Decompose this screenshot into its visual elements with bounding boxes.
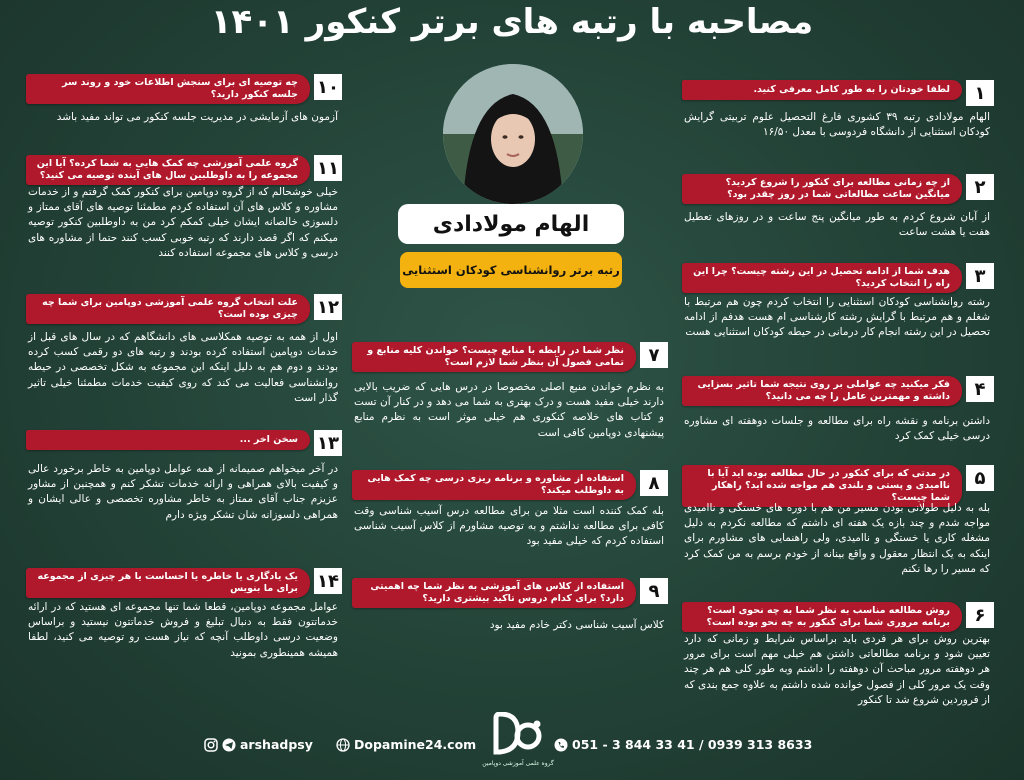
question-number: ۱۴ — [314, 568, 342, 594]
answer-text: الهام مولادادی رتبه ۳۹ کشوری فارغ التحصیل علوم تربیتی گرایش کودکان استثنایی از دانشگاه فردوسی با معدل ۱۶/۵۰ — [684, 111, 991, 139]
question-label: هدف شما از ادامه تحصیل در این رشته چیست؟ چرا این راه را انتخاب کردید؟ — [682, 263, 962, 293]
answer-text: در آخر میخواهم صمیمانه از همه عوامل دوپامین به خاطر برخورد عالی و کیفیت بالای همراهی و ارائه خدمات تشکر کنم و همچنین از مشاور عزیزم جناب آقای ممتاز به خاطر مشاوره تخصصی و عالی ایشان و همراهی دلسوزانه شان تشکر ویژه دارم — [28, 463, 338, 521]
question-number: ۵ — [966, 465, 994, 491]
telegram-icon — [222, 738, 236, 752]
globe-icon — [336, 738, 350, 752]
question-number: ۶ — [966, 602, 994, 628]
question-number: ۷ — [640, 342, 668, 368]
question-label: در مدتی که برای کنکور در حال مطالعه بوده اید آیا با ناامیدی و پستی و بلندی هم مواجه شده اید؟ راهکار شما چیست؟ — [682, 465, 962, 507]
question-number: ۱۲ — [314, 294, 342, 320]
question-label: استفاده از کلاس های آموزشی به نظر شما چه اهمیتی دارد؟ برای کدام دروس تاکید بیشتری دارید؟ — [352, 578, 636, 608]
website-link[interactable] — [336, 737, 476, 752]
question-label: گروه علمی آموزشی چه کمک هایی به شما کرده؟ آیا این مجموعه را به داوطلبین سال های آینده توصیه می کنید؟ — [26, 155, 310, 185]
question-label: علت انتخاب گروه علمی آموزشی دوپامین برای شما چه چیزی بوده است؟ — [26, 294, 310, 324]
answer-text: بله به دلیل طولانی بودن مسیر من هم با دوره های خستگی و ناامیدی مواجه شدم و چند بازه یک هفته ای داشتم که مطالعه نکردم به دلیل مشغله کاری یا خستگی و ناامیدی، ولی راهنمایی های مشاورم برای اینکه به یک انتظار معقول و واقع بینانه از خودم برسم به من کمک کرد که مسیر را رها نکنم — [684, 502, 990, 575]
answer-text: رشته روانشناسی کودکان استثنایی را انتخاب کردم چون هم مرتبط با شغلم و هم مرتبط با گرایش رشته کارشناسی ام هست هدفم از ادامه تحصیل در این رشته انجام کار درمانی در حیطه کودکان استثنایی هست — [684, 296, 990, 339]
answer-text: بله کمک کننده است مثلا من برای مطالعه درس آسیب شناسی وقت کافی برای مطالعه نداشتم و به توصیه مشاورم از کلاس آسیب شناسی استفاده کردم که خیلی مفید بود — [354, 505, 664, 548]
answer-text: از آبان شروع کردم به طور میانگین پنج ساعت و در روزهای تعطیل هفت یا هشت ساعت — [684, 211, 990, 239]
dopamine-logo — [488, 712, 548, 758]
portrait-illustration — [443, 64, 583, 204]
question-label: سخن اخر ... — [26, 430, 310, 450]
question-number: ۱۱ — [314, 155, 342, 181]
instagram-handle-text: arshadpsy — [240, 737, 313, 752]
answer-text: اول از همه به توصیه همکلاسی های دانشگاهم که در سال های قبل از خدمات دوپامین استفاده کرده بودند و رتبه های دو رقمی کسب کرده بودند و دوم هم به دلیل اینکه این مجموعه به شکل تخصصی در حیطه روانشناسی فعالیت می کند که روی کیفیت خدمات مطمئنا خیلی تاثیر گذار است — [28, 331, 338, 404]
phone-icon — [554, 738, 568, 752]
question-label: لطفا خودتان را به طور کامل معرفی کنید. — [682, 80, 962, 100]
question-number: ۱ — [966, 80, 994, 106]
question-number: ۱۳ — [314, 430, 342, 456]
question-number: ۴ — [966, 376, 994, 402]
question-number: ۱۰ — [314, 74, 342, 100]
answer-text: داشتن برنامه و نقشه راه برای مطالعه و جلسات دوهفته ای مشاوره درسی خیلی کمک کرد — [684, 415, 990, 443]
instagram-icon — [204, 738, 218, 752]
person-role: رتبه برتر روانشناسی کودکان استثنایی — [400, 252, 622, 288]
answer-text: بهترین روش برای هر فردی باید براساس شرایط و زمانی که دارد تعیین شود و برنامه مطالعاتی داشتن هم خیلی مهم است برای مرور هر دوهفته مرور مباحث آن دوهفته را داشتم وبه طور کلی هم هر چند وقت یک مرور کلی از فصول خوانده شده داشتم به علاوه جمع بندی که از فروردین شروع شد تا کنکور — [684, 633, 990, 706]
logo-caption: گروه علمی آموزشی دوپامین — [482, 760, 554, 767]
answer-text: عوامل مجموعه دوپامین، قطعا شما تنها مجموعه ای هستید که در ارائه خدماتتون فقط به دنبال تبلیغ و فروش خدماتتون نیستید و براساس وضعیت درسی داوطلب آنچه که نیاز هست رو توصیه می کنید، لطفا همیشه همینطوری بمونید — [28, 601, 338, 659]
question-label: از چه زمانی مطالعه برای کنکور را شروع کردید؟ میانگین ساعت مطالعاتی شما در روز چقدر بود؟ — [682, 174, 962, 204]
answer-text: خیلی خوشحالم که از گروه دوپامین برای کنکور کمک گرفتم و از خدمات مشاوره و کلاس های آن استفاده کردم مطمئنا توصیه های آقای ممتاز و دلسوزی خالصانه ایشان خیلی کمکم کرد من به داوطلبین کنکور توصیه میکنم که اگر قصد دارند که رتبه خوبی کسب کنند حتما از مشاوره های درسی و کلاس های مجموعه استفاده کنند — [28, 186, 338, 259]
question-label: نظر شما در رابطه با منابع چیست؟ خواندن کلیه منابع و تمامی فصول آن بنظر شما لازم است؟ — [352, 342, 636, 372]
phone-numbers[interactable] — [554, 737, 812, 752]
page-title: مصاحبه با رتبه های برتر کنکور ۱۴۰۱ — [210, 2, 814, 42]
question-number: ۹ — [640, 578, 668, 604]
question-label: چه توصیه ای برای سنجش اطلاعات خود و روند سر جلسه کنکور دارید؟ — [26, 74, 310, 104]
question-number: ۳ — [966, 263, 994, 289]
instagram-handle[interactable] — [204, 737, 313, 752]
answer-text: کلاس آسیب شناسی دکتر خادم مفید بود — [489, 619, 664, 631]
website-text: Dopamine24.com — [354, 737, 477, 752]
answer-text: به نظرم خواندن منبع اصلی مخصوصا در درس هایی که ضریب بالایی دارند خیلی مفید هست و درک بهتری به شما می دهد و در کنار آن تست و کتاب های خلاصه کنکوری هم خیلی موثر است به نظرم منابع پیشنهادی دوپامین کافی است — [354, 381, 664, 439]
question-number: ۸ — [640, 470, 668, 496]
person-name: الهام مولادادی — [398, 204, 624, 244]
portrait-photo — [443, 64, 583, 204]
question-label: استفاده از مشاوره و برنامه ریزی درسی چه کمک هایی به داوطلب میکند؟ — [352, 470, 636, 500]
question-label: روش مطالعه مناسب به نظر شما به چه نحوی است؟ برنامه مروری شما برای کنکور به چه نحو بوده است؟ — [682, 602, 962, 632]
phone-text: 051 - 3 844 33 41 / 0939 313 8633 — [572, 737, 813, 752]
footer — [0, 728, 1024, 764]
question-number: ۲ — [966, 174, 994, 200]
question-label: فکر میکنید چه عواملی بر روی نتیجه شما تاثیر بسزایی داشته و مهمترین عامل را چه می دانید؟ — [682, 376, 962, 406]
question-label: یک یادگاری یا خاطره یا احساست یا هر چیزی از مجموعه برای ما بنویس — [26, 568, 310, 598]
answer-text: آزمون های آزمایشی در مدیریت جلسه کنکور می تواند مفید باشد — [56, 111, 338, 123]
